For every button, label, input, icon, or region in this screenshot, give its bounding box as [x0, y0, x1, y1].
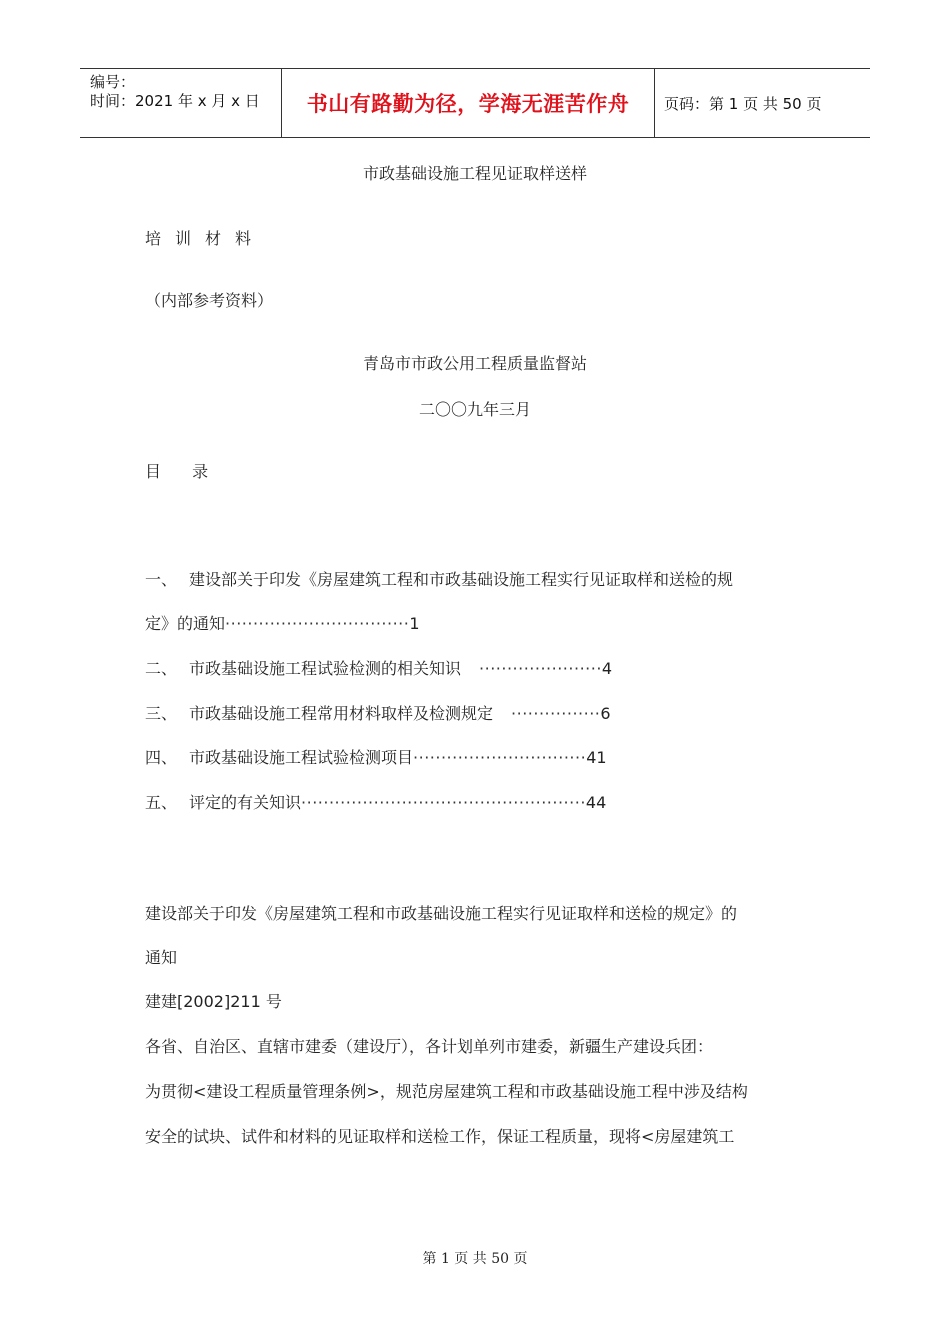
toc-item-number: 五、: [145, 793, 178, 812]
toc-leader: ·······························: [413, 748, 587, 767]
toc-item-number: 四、: [145, 748, 178, 767]
toc-item-number: 二、: [145, 659, 178, 678]
toc-item: [145, 790, 606, 813]
toc-item-text: 建设部关于印发《房屋建筑工程和市政基础设施工程实行见证取样和送检的规: [189, 570, 734, 589]
toc-page-number: 4: [601, 659, 613, 678]
document-title: 市政基础设施工程见证取样送样: [362, 164, 587, 183]
toc-item-number: 三、: [145, 704, 178, 723]
organization-name: 青岛市市政公用工程质量监督站: [362, 354, 587, 373]
toc-page-number: 41: [586, 748, 607, 767]
toc-page-number: 1: [409, 614, 420, 633]
toc-item-text: 市政基础设施工程试验检测项目: [189, 748, 414, 767]
toc-leader: ······················: [479, 659, 602, 678]
toc-item-continued: [145, 611, 420, 634]
page-header: [80, 68, 870, 138]
toc-leader: ·································: [225, 614, 410, 633]
body-paragraph-continued: 安全的试块、试件和材料的见证取样和送检工作，保证工程质量，现将<房屋建筑工: [145, 1127, 735, 1146]
header-motto: 书山有路勤为径，学海无涯苦作舟: [306, 92, 630, 116]
header-page-info: 页码：第 1 页 共 50 页: [664, 94, 822, 113]
page-footer: 第 1 页 共 50 页: [422, 1251, 528, 1267]
toc-item-text: 定》的通知: [145, 614, 226, 633]
toc-item: [145, 745, 607, 768]
toc-item: [145, 656, 612, 679]
document-note: （内部参考资料）: [145, 291, 274, 310]
header-meta: [90, 73, 260, 111]
document-number: 建建[2002]211 号: [145, 992, 282, 1011]
notice-heading: 建设部关于印发《房屋建筑工程和市政基础设施工程实行见证取样和送检的规定》的: [145, 904, 738, 923]
document-subtitle: 培训材料: [145, 229, 266, 248]
notice-heading-continued: 通知: [145, 948, 178, 967]
toc-leader: ················: [511, 704, 601, 723]
time-label: 时间：2021 年 x 月 x 日: [90, 92, 260, 110]
toc-item-text: 评定的有关知识: [189, 793, 302, 812]
body-paragraph: 为贯彻<建设工程质量管理条例>，规范房屋建筑工程和市政基础设施工程中涉及结构: [145, 1082, 748, 1101]
serial-label: 编号：: [90, 73, 136, 91]
toc-item-text: 市政基础设施工程常用材料取样及检测规定: [189, 704, 494, 723]
toc-page-number: 6: [600, 704, 611, 723]
addressee-paragraph: 各省、自治区、直辖市建委（建设厅），各计划单列市建委，新疆生产建设兵团：: [145, 1037, 714, 1056]
toc-item: [145, 567, 733, 590]
toc-page-number: 44: [585, 793, 607, 812]
toc-item-number: 一、: [145, 570, 178, 589]
document-date: 二〇〇九年三月: [418, 400, 531, 419]
toc-item: [145, 701, 611, 724]
toc-item-text: 市政基础设施工程试验检测的相关知识: [189, 659, 462, 678]
header-divider: [654, 69, 655, 137]
toc-title: 目 录: [145, 462, 209, 481]
toc-leader: ···················································: [301, 793, 586, 812]
